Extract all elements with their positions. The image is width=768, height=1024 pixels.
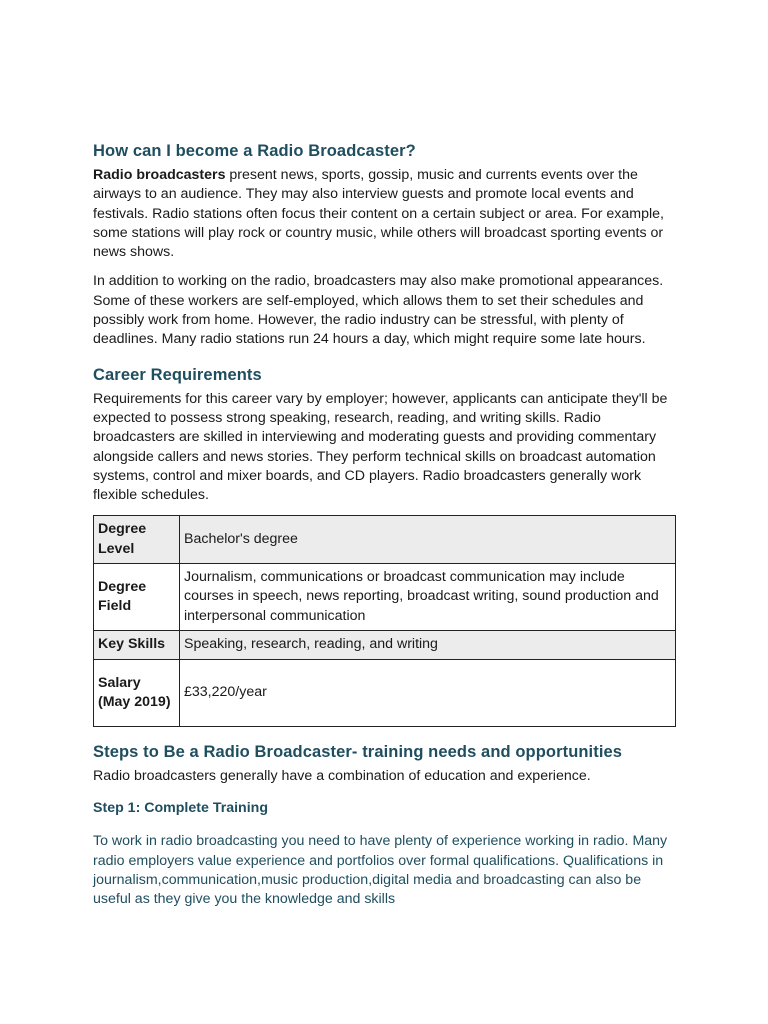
table-label-salary: Salary (May 2019) xyxy=(94,660,180,727)
career-requirements-heading: Career Requirements xyxy=(93,365,262,384)
table-row xyxy=(94,660,676,727)
table-value-key-skills: Speaking, research, reading, and writing xyxy=(180,631,676,660)
steps-heading: Steps to Be a Radio Broadcaster- training needs and opportunities xyxy=(93,743,623,762)
table-value-salary: £33,220/year xyxy=(180,660,676,727)
intro-paragraph-text: present news, sports, gossip, music and currents events over the airways to an audience. They may also interview guests and promote local events and festivals. Radio stations often focus their content on a certain subject or area. For example, some stations will play rock or country music, while others will broadcast sporting events or news shows. xyxy=(93,167,664,261)
intro-paragraph xyxy=(93,166,677,262)
step1-title: Step 1: Complete Training xyxy=(93,800,269,817)
step1-paragraph: To work in radio broadcasting you need to have plenty of experience working in radio. Many radio employers value experience and portfolios over formal qualifications. Qualifications in journalism,communication,music production,digital media and broadcasting can also be useful as they give you the knowledge and skills xyxy=(93,833,668,908)
table-label-degree-field: Degree Field xyxy=(94,564,180,631)
career-requirements-paragraph: Requirements for this career vary by employer; however, applicants can anticipate they'll be expected to possess strong speaking, research, reading, and writing skills. Radio broadcasters are skilled in interviewing and moderating guests and providing commentary alongside callers and news stories. They perform technical skills on broadcast automation systems, control and mixer boards, and CD players. Radio broadcasters generally work flexible schedules. xyxy=(93,390,668,504)
intro-lead-bold: Radio broadcasters xyxy=(93,167,226,183)
table-label-key-skills: Key Skills xyxy=(94,631,180,660)
table-row xyxy=(94,564,676,631)
career-info-table xyxy=(93,515,676,727)
table-value-degree-level: Bachelor's degree xyxy=(180,516,676,564)
document-page xyxy=(93,138,677,910)
promotional-paragraph: In addition to working on the radio, broadcasters may also make promotional appearances. Some of these workers are self-employed, which allows them to set their schedules and possibly work from home. However, the radio industry can be stressful, with plenty of deadlines. Many radio stations run 24 hours a day, which might require some late hours. xyxy=(93,273,664,348)
table-label-degree-level: Degree Level xyxy=(94,516,180,564)
table-row xyxy=(94,631,676,660)
main-heading: How can I become a Radio Broadcaster? xyxy=(93,142,416,160)
table-row xyxy=(94,516,676,564)
table-value-degree-field: Journalism, communications or broadcast communication may include courses in speech, news reporting, broadcast writing, sound production and interpersonal communication xyxy=(180,564,676,631)
steps-intro-paragraph: Radio broadcasters generally have a combination of education and experience. xyxy=(93,768,591,785)
